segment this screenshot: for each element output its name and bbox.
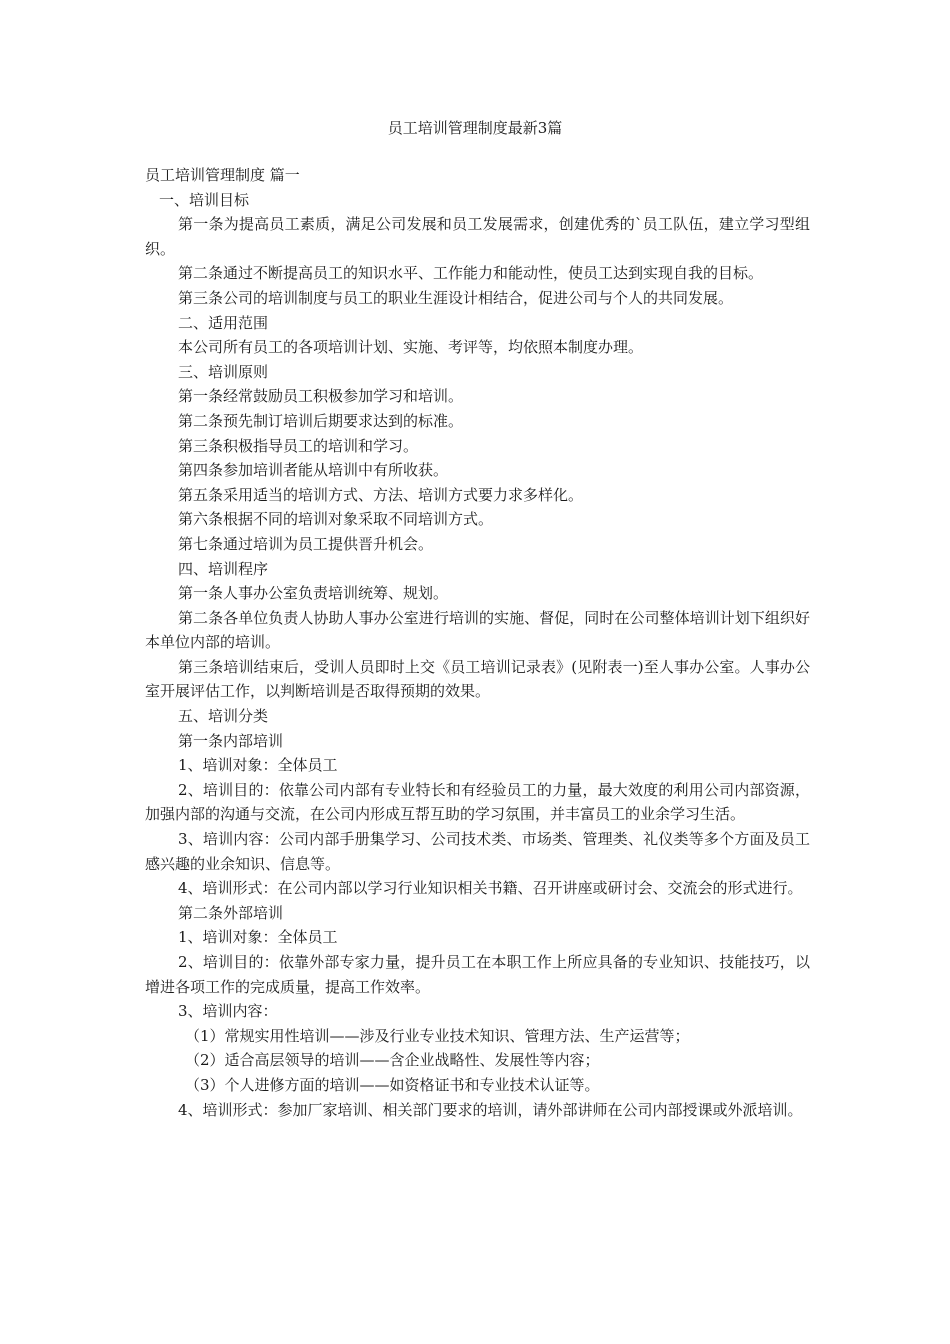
- paragraph: 五、培训分类: [178, 707, 269, 726]
- paragraph: 第六条根据不同的培训对象采取不同培训方式。: [178, 510, 494, 529]
- paragraph: 第一条内部培训: [178, 731, 284, 750]
- paragraph: 本公司所有员工的各项培训计划、实施、考评等，均依照本制度办理。: [178, 338, 644, 357]
- paragraph: 4、培训形式：参加厂家培训、相关部门要求的培训，请外部讲师在公司内部授课或外派培训。: [178, 1100, 803, 1119]
- paragraph: （3）个人进修方面的培训——如资格证书和专业技术认证等。: [185, 1075, 600, 1094]
- paragraph: 第三条积极指导员工的培训和学习。: [178, 436, 419, 455]
- paragraph: 4、培训形式：在公司内部以学习行业知识相关书籍、召开讲座或研讨会、交流会的形式进行。: [178, 879, 803, 898]
- paragraph: 二、适用范围: [178, 313, 269, 332]
- paragraph: 2、培训目的：依靠公司内部有专业特长和有经验员工的力量，最大效度的利用公司内部资源，加强内部的沟通与交流，在公司内形成互帮互助的学习氛围，并丰富员工的业余学习生活。: [145, 780, 810, 824]
- paragraph: 3、培训内容：公司内部手册集学习、公司技术类、市场类、管理类、礼仪类等多个方面及员工感兴趣的业余知识、信息等。: [145, 830, 810, 873]
- paragraph: 一、培训目标: [159, 190, 250, 209]
- paragraph: 2、培训目的：依靠外部专家力量，提升员工在本职工作上所应具备的专业知识、技能技巧，以增进各项工作的完成质量，提高工作效率。: [145, 953, 810, 996]
- paragraph: 第三条公司的培训制度与员工的职业生涯设计相结合，促进公司与个人的共同发展。: [178, 288, 734, 307]
- paragraph: 第四条参加培训者能从培训中有所收获。: [178, 461, 449, 480]
- paragraph: 第二条通过不断提高员工的知识水平、工作能力和能动性，使员工达到实现自我的目标。: [178, 264, 764, 283]
- paragraph: 第二条预先制订培训后期要求达到的标准。: [178, 411, 464, 430]
- section-heading: 员工培训管理制度 篇一: [145, 166, 300, 184]
- document-title: 员工培训管理制度最新3篇: [387, 119, 563, 137]
- paragraph: 1、培训对象：全体员工: [178, 756, 338, 775]
- paragraph: 1、培训对象：全体员工: [178, 928, 338, 947]
- paragraph: 第一条人事办公室负责培训统筹、规划。: [178, 584, 449, 603]
- paragraph: 四、培训程序: [178, 559, 269, 578]
- paragraph: （1）常规实用性培训——涉及行业专业技术知识、管理方法、生产运营等；: [185, 1026, 690, 1045]
- paragraph: 三、培训原则: [178, 362, 269, 381]
- paragraph: 第二条各单位负责人协助人事办公室进行培训的实施、督促，同时在公司整体培训计划下组织好本单位内部的培训。: [145, 608, 810, 652]
- document-body: [145, 163, 810, 1122]
- paragraph: 第五条采用适当的培训方式、方法、培训方式要力求多样化。: [178, 485, 584, 504]
- paragraph: 第二条外部培训: [178, 903, 284, 922]
- paragraph: 3、培训内容：: [178, 1002, 278, 1021]
- paragraph: 第一条为提高员工素质，满足公司发展和员工发展需求，创建优秀的`员工队伍，建立学习型组织。: [145, 215, 810, 258]
- paragraph: 第三条培训结束后，受训人员即时上交《员工培训记录表》(见附表一)至人事办公室。人事办公室开展评估工作，以判断培训是否取得预期的效果。: [145, 657, 810, 701]
- paragraph: 第一条经常鼓励员工积极参加学习和培训。: [178, 387, 464, 406]
- paragraph: （2）适合高层领导的培训——含企业战略性、发展性等内容；: [185, 1051, 600, 1070]
- paragraph: 第七条通过培训为员工提供晋升机会。: [178, 534, 434, 553]
